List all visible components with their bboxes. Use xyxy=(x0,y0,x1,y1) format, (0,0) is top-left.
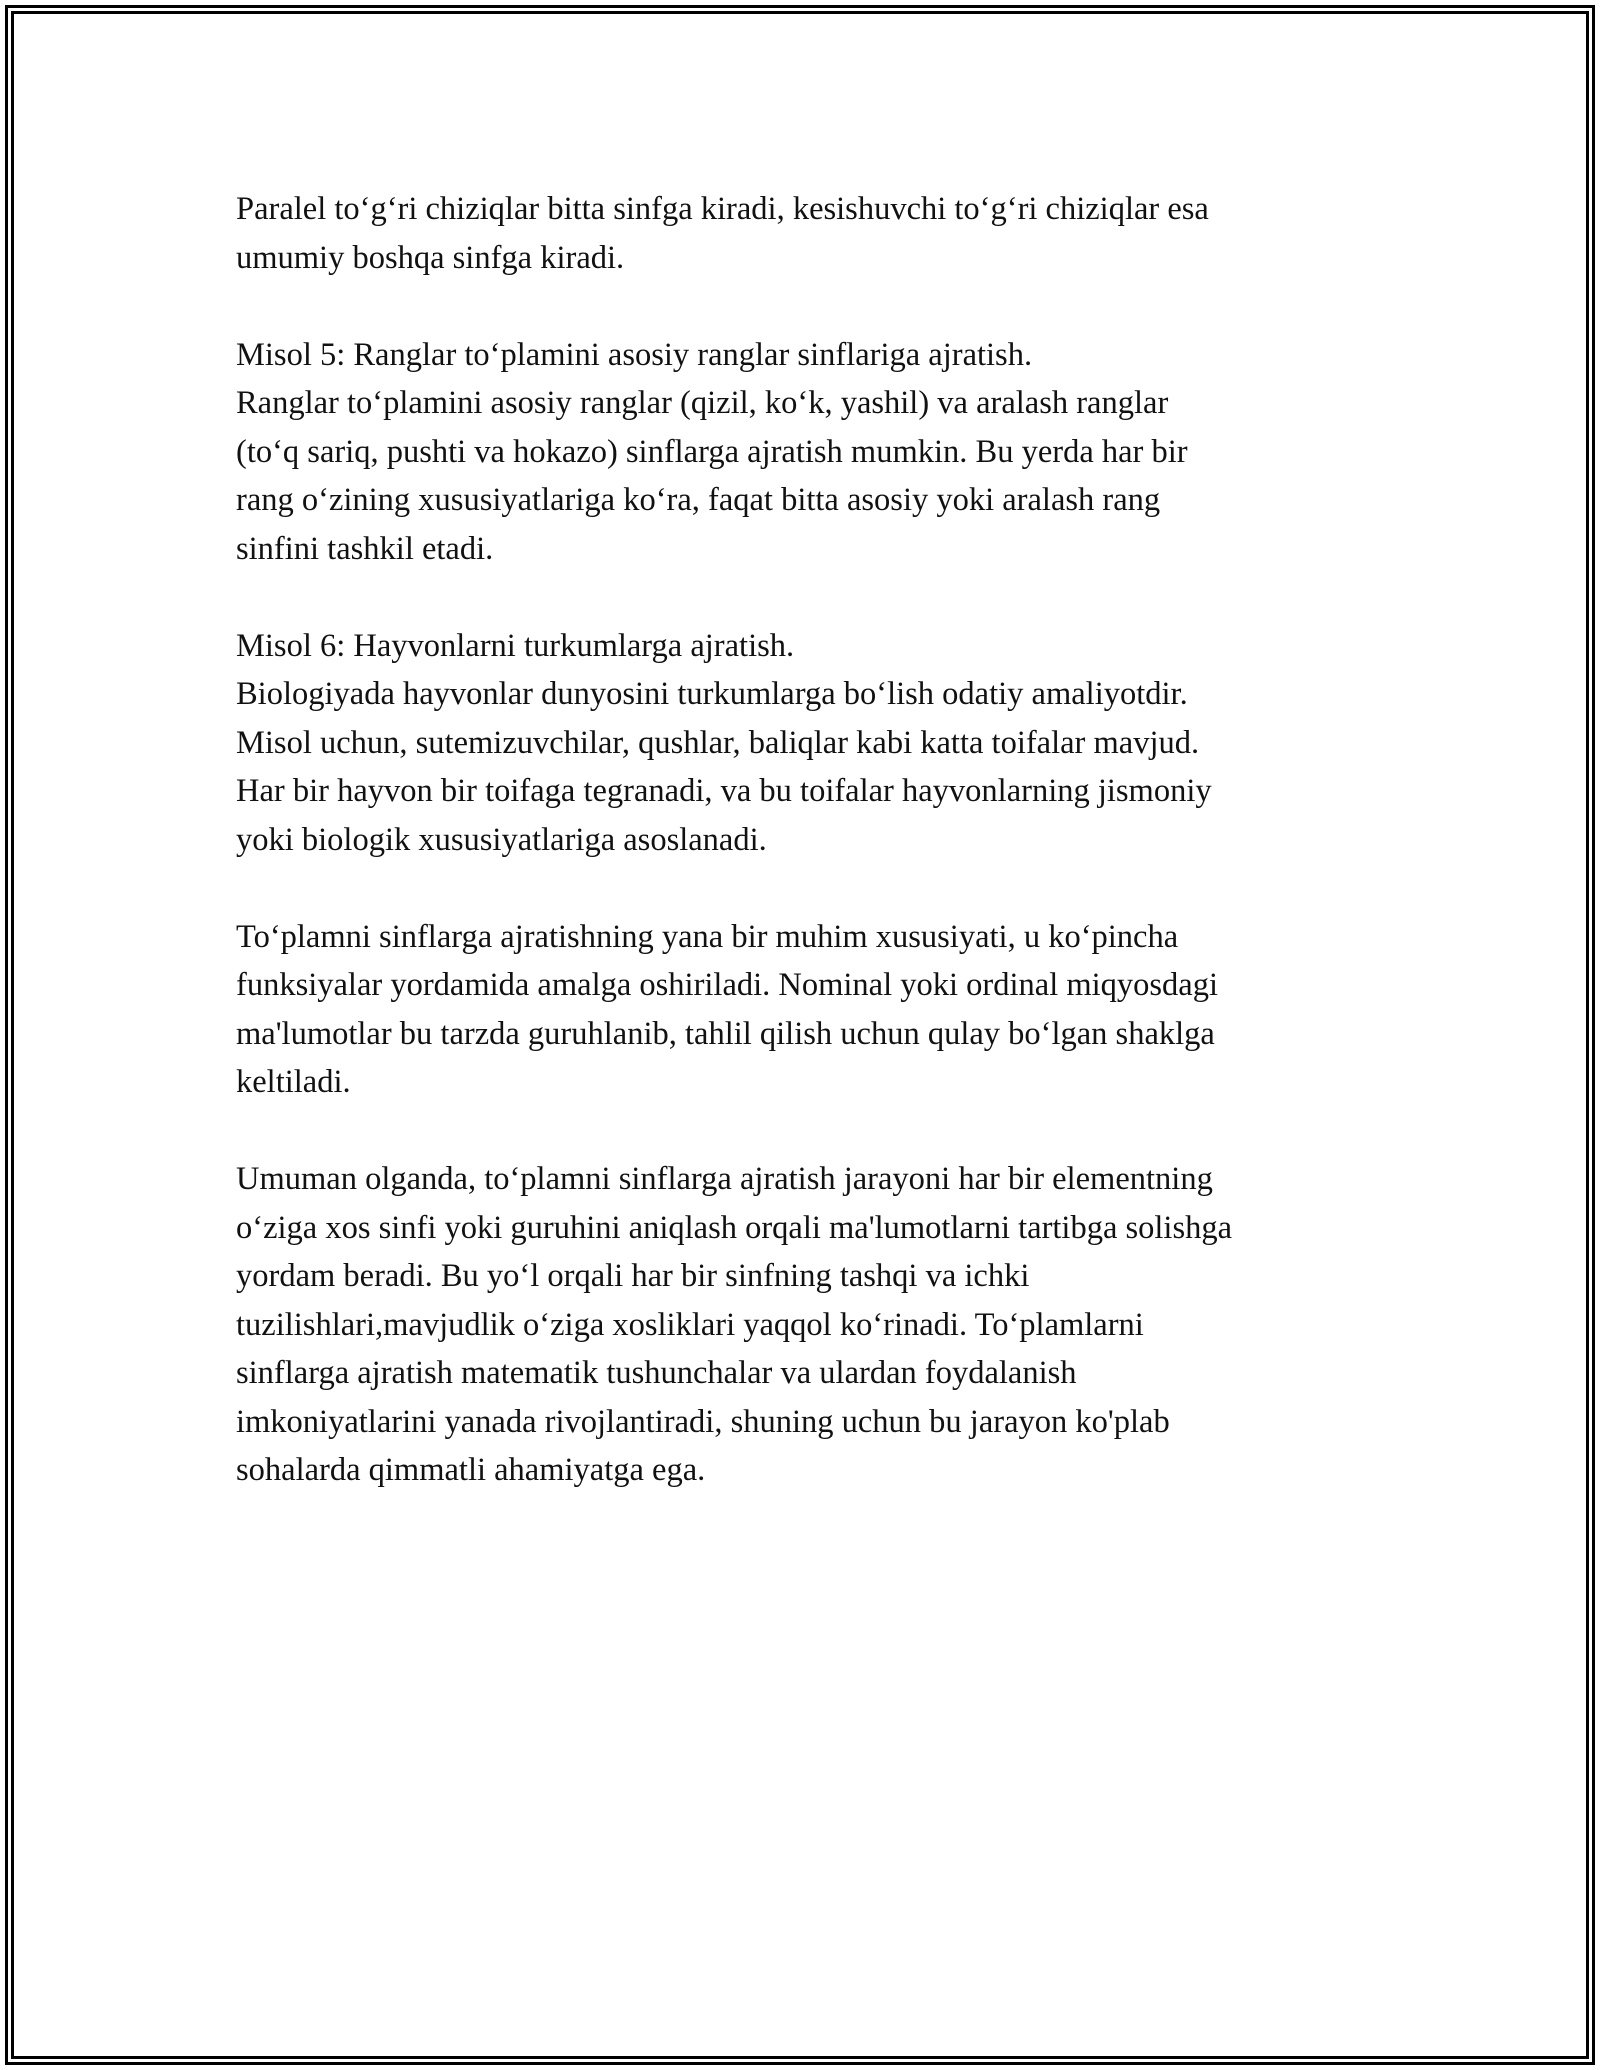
text-line: Umuman olganda, to‘plamni sinflarga ajratish jarayoni har bir elementning xyxy=(236,1161,1213,1197)
text-line: Misol 5: Ranglar to‘plamini asosiy ranglar sinflariga ajratish. xyxy=(236,336,1033,373)
text-line: To‘plamni sinflarga ajratishning yana bir muhim xususiyati, u ko‘pincha xyxy=(236,918,1179,955)
text-line: Har bir hayvon bir toifaga tegranadi, va bu toifalar hayvonlarning jismoniy xyxy=(236,773,1212,809)
text-line: Paralel to‘g‘ri chiziqlar bitta sinfga kiradi, kesishuvchi to‘g‘ri chiziqlar esa xyxy=(236,191,1209,227)
text-line: sinfini tashkil etadi. xyxy=(236,530,494,567)
paragraph-3 xyxy=(236,622,1386,865)
paragraph-4 xyxy=(236,913,1386,1107)
text-line: sinflarga ajratish matematik tushunchalar va ulardan foydalanish xyxy=(236,1355,1077,1391)
text-line: umumiy boshqa sinfga kiradi. xyxy=(236,239,625,276)
text-line: rang o‘zining xususiyatlariga ko‘ra, faqat bitta asosiy yoki aralash rang xyxy=(236,482,1161,518)
text-line: o‘ziga xos sinfi yoki guruhini aniqlash orqali ma'lumotlarni tartibga solishga xyxy=(236,1209,1233,1246)
paragraph-1 xyxy=(236,185,1386,282)
text-line: yordam beradi. Bu yo‘l orqali har bir sinfning tashqi va ichki xyxy=(236,1258,1030,1294)
text-line: Biologiyada hayvonlar dunyosini turkumlarga bo‘lish odatiy amaliyotdir. xyxy=(236,676,1188,712)
text-line: ma'lumotlar bu tarzda guruhlanib, tahlil qilish uchun qulay bo‘lgan shaklga xyxy=(236,1015,1215,1052)
document-body xyxy=(236,185,1386,1543)
text-line: Ranglar to‘plamini asosiy ranglar (qizil, ko‘k, yashil) va aralash ranglar xyxy=(236,385,1169,421)
text-line: Misol 6: Hayvonlarni turkumlarga ajratish. xyxy=(236,627,795,664)
text-line: keltiladi. xyxy=(236,1064,351,1100)
paragraph-2 xyxy=(236,331,1386,574)
paragraph-5 xyxy=(236,1155,1386,1495)
text-line: sohalarda qimmatli ahamiyatga ega. xyxy=(236,1452,706,1488)
text-line: tuzilishlari,mavjudlik o‘ziga xosliklari yaqqol ko‘rinadi. To‘plamlarni xyxy=(236,1306,1144,1343)
text-line: Misol uchun, sutemizuvchilar, qushlar, baliqlar kabi katta toifalar mavjud. xyxy=(236,724,1200,761)
text-line: imkoniyatlarini yanada rivojlantiradi, shuning uchun bu jarayon ko'plab xyxy=(236,1403,1170,1440)
text-line: funksiyalar yordamida amalga oshiriladi. Nominal yoki ordinal miqyosdagi xyxy=(236,967,1219,1003)
text-line: yoki biologik xususiyatlariga asoslanadi. xyxy=(236,821,767,858)
text-line: (to‘q sariq, pushti va hokazo) sinflarga ajratish mumkin. Bu yerda har bir xyxy=(236,433,1188,470)
